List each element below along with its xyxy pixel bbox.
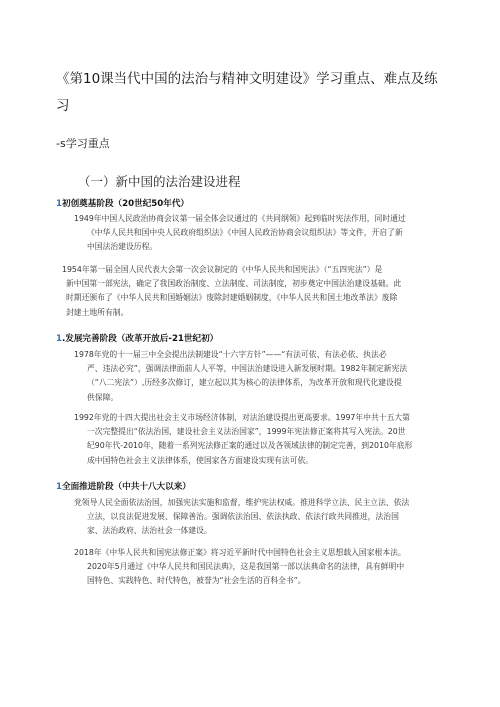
paragraph-line: 国特色、实践特色、时代特色，被誉为“社会生活的百科全书”。 bbox=[87, 576, 306, 586]
stage-label: 全面推进阶段（中共十八大以来） bbox=[61, 482, 191, 492]
paragraph-line: 供保障。 bbox=[87, 392, 119, 402]
stage-number: 1 bbox=[56, 334, 62, 344]
stage-number: 1 bbox=[56, 199, 62, 209]
paragraph-line: 纪90年代-2010年，随着一系列宪法修正案的通过以及各领域法律的制定完善，到2010年底形 bbox=[87, 441, 413, 451]
paragraph-line: 新中国第一部宪法，确定了我国政治制度、立法制度、司法制度，初步奠定中国法治建设基础。此 bbox=[66, 279, 402, 289]
stage-heading bbox=[56, 197, 189, 209]
paragraph-line: 一次完整提出“依法治国，建设社会主义法治国家”，1999年宪法修正案将其写入宪法。20世 bbox=[87, 427, 406, 437]
paragraph-line: 立法，以良法促进发展、保障善治。强调依法治国、依法执政、依法行政共同推进，法治国 bbox=[87, 512, 399, 522]
paragraph-line: 封建土地所有制。 bbox=[66, 307, 129, 317]
paragraph-line: 1954年第一届全国人民代表大会第一次会议制定的《中华人民共和国宪法》（“五四宪法”）是 bbox=[62, 265, 383, 274]
paragraph bbox=[74, 348, 407, 405]
paragraph-line: 2020年5月通过《中华人民共和国民法典》，这是我国第一部以法典命名的法律，具有鲜明中 bbox=[87, 562, 405, 572]
stage-label: 初创奠基阶段（20世纪50年代） bbox=[61, 199, 190, 209]
paragraph bbox=[74, 212, 406, 255]
stage-number: 1 bbox=[56, 482, 62, 492]
paragraph-line: 严、违法必究”，强调法律面前人人平等，中国法治建设进入新发展时期。1982年制定新宪法 bbox=[87, 364, 408, 374]
paragraph bbox=[74, 496, 409, 539]
paragraph-line: 时期还颁布了《中华人民共和国婚姻法》废除封建婚姻制度，《中华人民共和国土地改革法》废除 bbox=[66, 293, 398, 303]
document-title: 《第10课当代中国的法治与精神文明建设》学习重点、难点及练习 bbox=[56, 71, 438, 114]
stage-heading bbox=[56, 332, 218, 344]
section-heading: -s学习重点 bbox=[56, 137, 110, 150]
paragraph-line: 《中华人民共和国中央人民政府组织法》《中国人民政治协商会议组织法》等文件，开启了新 bbox=[87, 228, 403, 238]
stage-label: .发展完善阶段（改革开放后-21世纪初） bbox=[61, 334, 219, 344]
paragraph bbox=[74, 411, 412, 468]
paragraph-line: 党领导人民全面依法治国，加强宪法实施和监督，维护宪法权威。推进科学立法、民主立法、依法 bbox=[74, 498, 410, 507]
subsection-heading: （一）新中国的法治建设进程 bbox=[78, 174, 241, 189]
stage-heading bbox=[56, 480, 191, 492]
paragraph bbox=[62, 263, 401, 320]
paragraph-line: 家、法治政府、法治社会一体建设。 bbox=[87, 526, 212, 536]
paragraph-line: 成中国特色社会主义法律体系，使国家各方面建设实现有法可依。 bbox=[87, 455, 314, 465]
paragraph-line: 1978年党的十一届三中全会提出法制建设“十六字方针”——“有法可依、有法必依、执法必 bbox=[74, 350, 387, 359]
paragraph-line: 1992年党的十四大提出社会主义市场经济体制，对法治建设提出更高要求。1997年中共十五大第 bbox=[74, 413, 410, 422]
paragraph-line: 中国法治建设历程。 bbox=[87, 242, 158, 252]
paragraph bbox=[74, 546, 406, 589]
paragraph-line: 2018年《中华人民共和国宪法修正案》将习近平新时代中国特色社会主义思想载入国家根本法。 bbox=[74, 548, 406, 557]
paragraph-line: 1949年中国人民政治协商会议第一届全体会议通过的《共同纲领》起到临时宪法作用，同时通过 bbox=[74, 214, 406, 223]
paragraph-line: （“八二宪法”）,历经多次修订，建立起以其为核心的法律体系，为改革开放和现代化建设提 bbox=[87, 378, 402, 388]
